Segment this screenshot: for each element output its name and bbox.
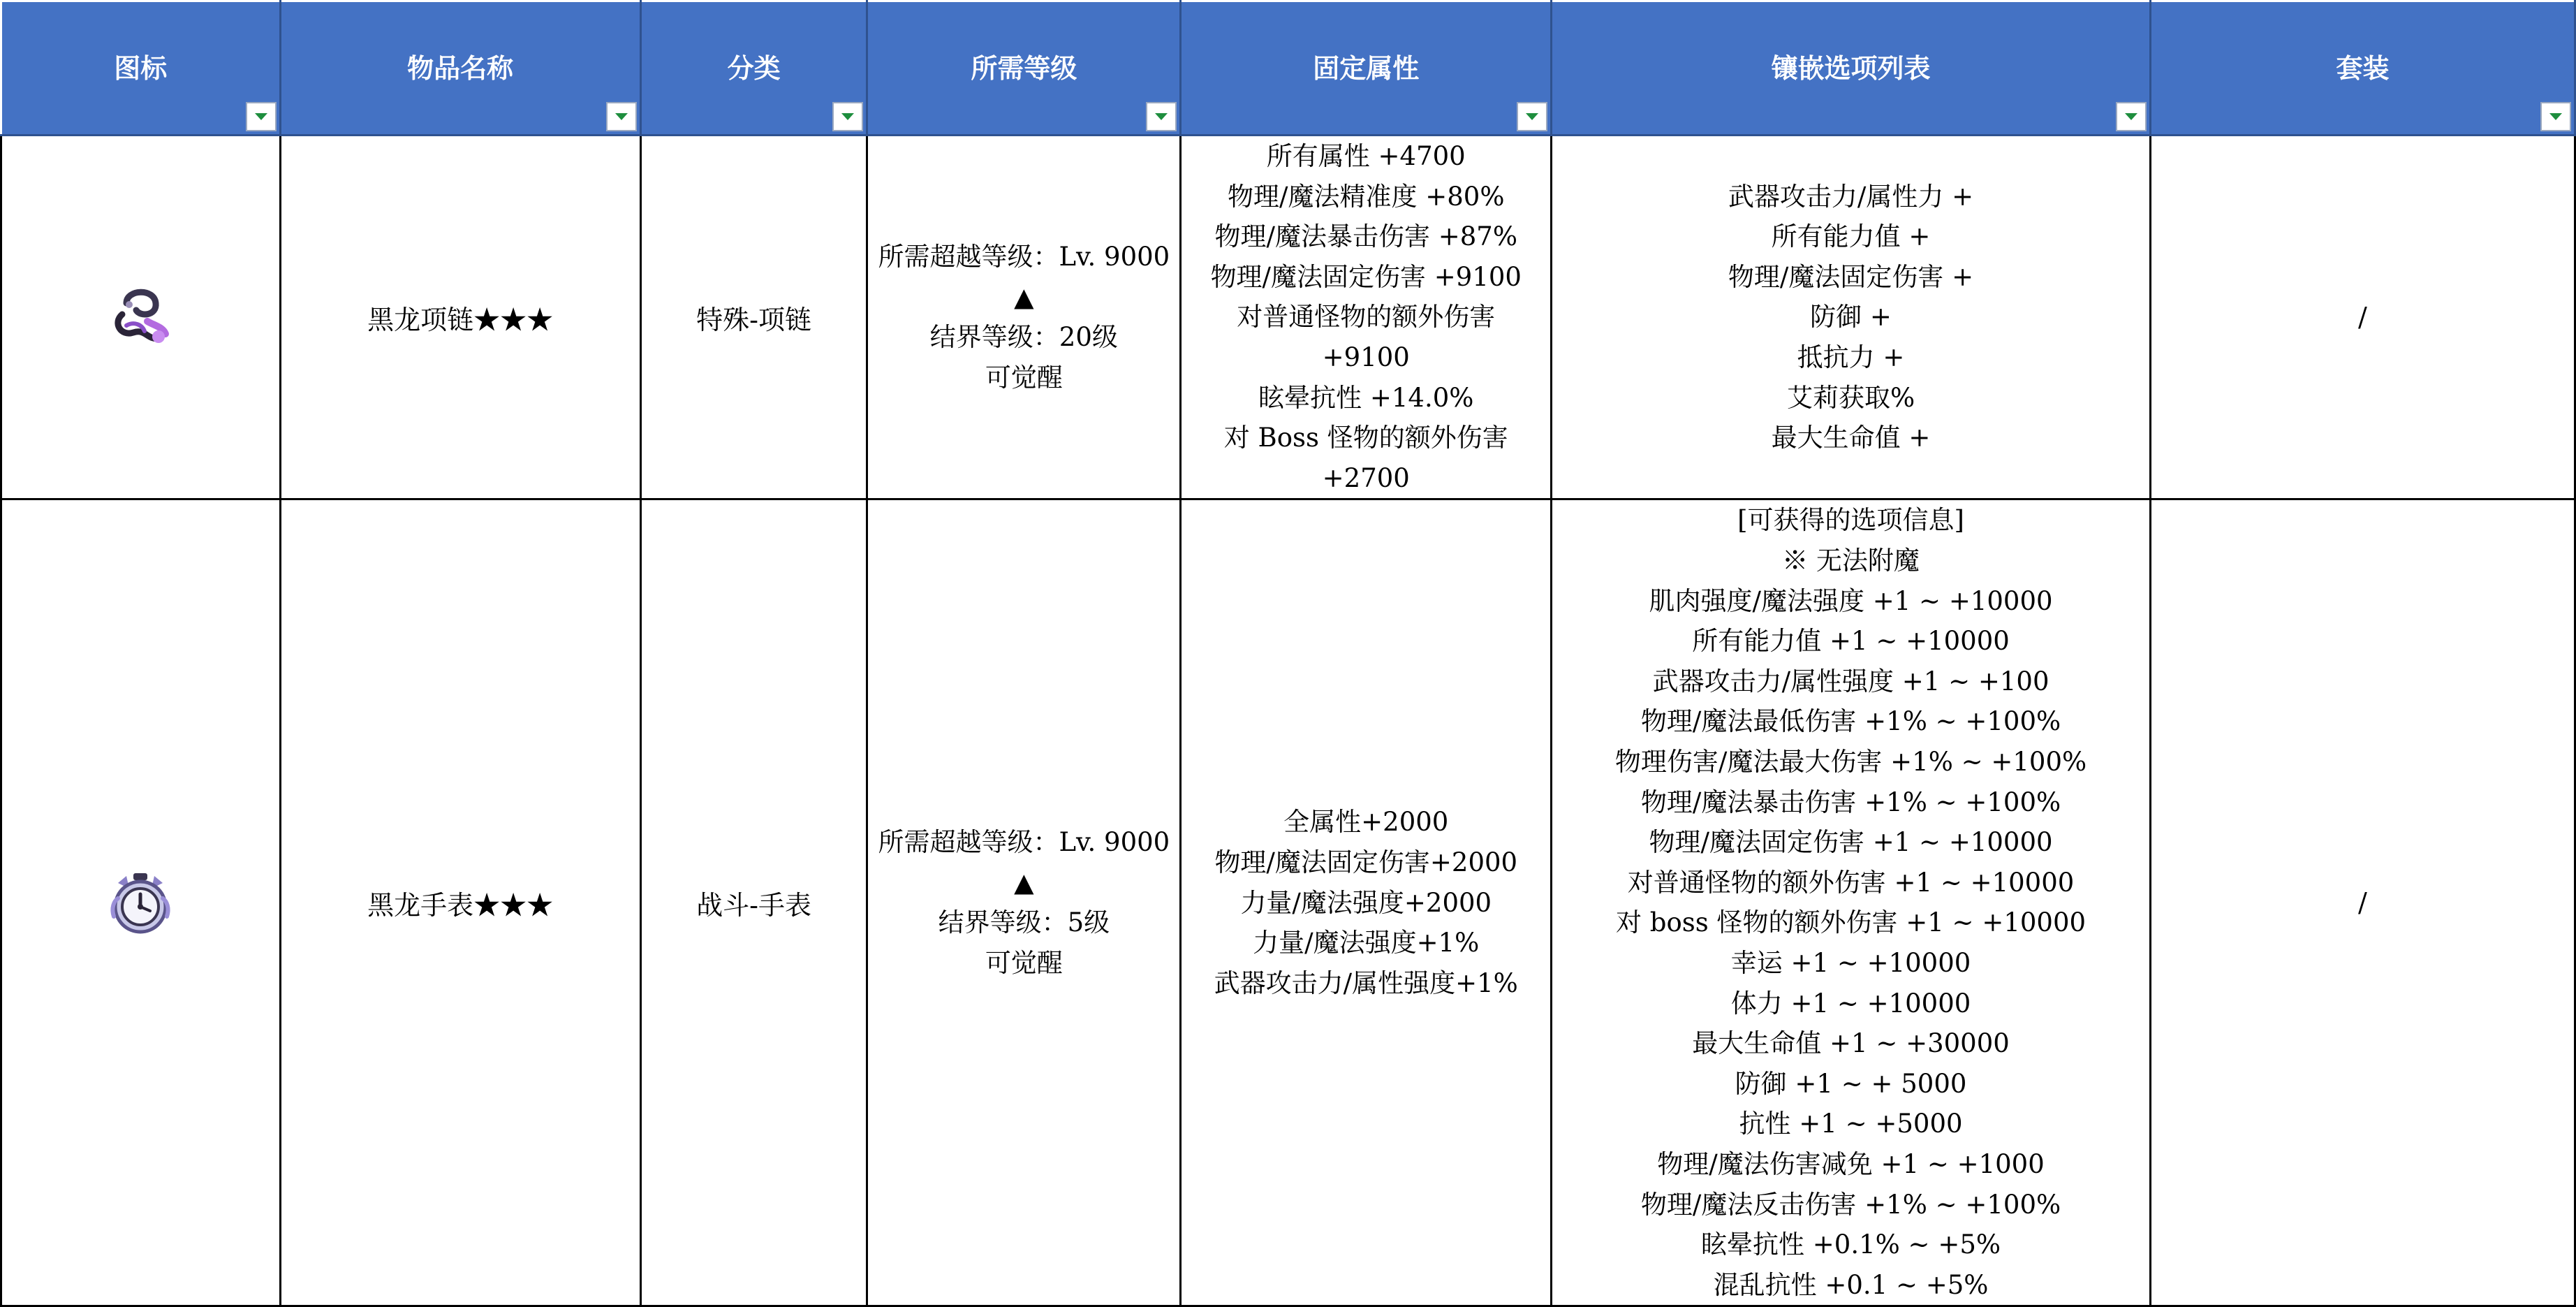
dropdown-arrow-icon [614, 112, 629, 122]
item-name-cell: 黑龙项链★★★ [280, 136, 640, 499]
header-icon-column [1, 1, 281, 136]
filter-dropdown-button[interactable] [832, 102, 863, 131]
dropdown-arrow-icon [2548, 112, 2563, 122]
option-line: 幸运 +1 ~ +10000 [1730, 947, 1971, 978]
attribute-line: 眩晕抗性 +14.0% [1258, 382, 1474, 413]
level-line: 可觉醒 [985, 947, 1063, 978]
option-line: 所有能力值 +1 ~ +10000 [1692, 626, 2010, 657]
dropdown-arrow-icon [1154, 112, 1169, 122]
option-line: 艾莉获取% [1786, 382, 1915, 413]
option-line: ※ 无法附魔 [1782, 546, 1920, 576]
option-line: 物理伤害/魔法最大伤害 +1% ~ +100% [1614, 746, 2087, 777]
attribute-line: 所有属性 +4700 [1266, 141, 1466, 171]
option-line: 体力 +1 ~ +10000 [1730, 988, 1971, 1018]
option-line: 对 boss 怪物的额外伤害 +1 ~ +10000 [1616, 907, 2086, 938]
option-line: 抵抗力 + [1797, 342, 1905, 372]
icon-cell [1, 499, 281, 1306]
fixed-attributes-cell [1181, 136, 1552, 499]
option-line: 物理/魔法伤害减免 +1 ~ +1000 [1657, 1148, 2045, 1179]
header-set-column [2150, 1, 2575, 136]
black-dragon-necklace-icon [105, 282, 175, 352]
attribute-line: 力量/魔法强度+2000 [1240, 887, 1492, 918]
option-line: [可获得的选项信息] [1737, 505, 1964, 536]
level-line: 结界等级：20级 [929, 322, 1118, 353]
option-line: 眩晕抗性 +0.1% ~ +5% [1701, 1229, 2001, 1260]
dropdown-arrow-icon [840, 112, 855, 122]
header-inlay-options-column [1552, 1, 2151, 136]
option-line: 物理/魔法固定伤害 +1 ~ +10000 [1649, 827, 2053, 858]
header-label: 分类 [727, 53, 781, 84]
item-name-cell: 黑龙手表★★★ [280, 499, 640, 1306]
inlay-options-cell [1552, 499, 2151, 1306]
header-label: 图标 [114, 53, 168, 84]
level-line: 所需超越等级：Lv. 9000 [878, 827, 1170, 858]
table-row [1, 499, 2575, 1306]
table-row [1, 136, 2575, 499]
header-label: 套装 [2336, 53, 2390, 84]
attribute-line: 武器攻击力/属性强度+1% [1214, 968, 1518, 998]
option-line: 武器攻击力/属性强度 +1 ~ +100 [1652, 666, 2049, 696]
fixed-attributes-cell [1181, 499, 1552, 1306]
header-name-column [280, 1, 640, 136]
attribute-line: 物理/魔法固定伤害 +9100 [1210, 261, 1522, 292]
option-line: 物理/魔法最低伤害 +1% ~ +100% [1640, 706, 2061, 737]
level-cell [867, 136, 1181, 499]
dropdown-arrow-icon [2124, 112, 2139, 122]
header-level-column [867, 1, 1181, 136]
dropdown-arrow-icon [253, 112, 269, 122]
option-line: 防御 + [1810, 302, 1892, 333]
option-line: 最大生命值 +1 ~ +30000 [1692, 1028, 2010, 1059]
set-cell: / [2150, 136, 2575, 499]
triangle-up-icon: ▲ [1014, 867, 1034, 898]
option-line: 物理/魔法固定伤害 + [1728, 261, 1974, 292]
filter-dropdown-button[interactable] [606, 102, 637, 131]
header-label: 镶嵌选项列表 [1771, 53, 1931, 84]
category-cell: 特殊-项链 [640, 136, 867, 499]
filter-dropdown-button[interactable] [1146, 102, 1177, 131]
set-cell: / [2150, 499, 2575, 1306]
level-line: 可觉醒 [985, 362, 1063, 393]
option-line: 防御 +1 ~ + 5000 [1735, 1068, 1967, 1099]
option-line: 抗性 +1 ~ +5000 [1739, 1109, 1963, 1139]
option-line: 武器攻击力/属性力 + [1728, 181, 1974, 212]
filter-dropdown-button[interactable] [2116, 102, 2147, 131]
option-line: 最大生命值 + [1771, 423, 1931, 453]
attribute-line: +9100 [1322, 342, 1410, 372]
header-row [1, 1, 2575, 136]
option-line: 肌肉强度/魔法强度 +1 ~ +10000 [1649, 585, 2053, 616]
attribute-line: 对 Boss 怪物的额外伤害 [1223, 423, 1508, 453]
attribute-line: 物理/魔法暴击伤害 +87% [1214, 221, 1517, 252]
icon-cell [1, 136, 281, 499]
option-line: 物理/魔法反击伤害 +1% ~ +100% [1640, 1189, 2061, 1220]
attribute-line: 物理/魔法固定伤害+2000 [1214, 847, 1518, 877]
attribute-line: 物理/魔法精准度 +80% [1228, 181, 1505, 212]
header-label: 所需等级 [971, 53, 1077, 84]
header-category-column [640, 1, 867, 136]
option-line: 物理/魔法暴击伤害 +1% ~ +100% [1640, 787, 2061, 817]
level-line: 结界等级：5级 [938, 907, 1110, 938]
header-label: 固定属性 [1313, 53, 1420, 84]
filter-dropdown-button[interactable] [246, 102, 277, 131]
option-line: 对普通怪物的额外伤害 +1 ~ +10000 [1627, 867, 2075, 898]
dropdown-arrow-icon [1524, 112, 1540, 122]
filter-dropdown-button[interactable] [2540, 102, 2571, 131]
filter-dropdown-button[interactable] [1517, 102, 1547, 131]
category-cell: 战斗-手表 [640, 499, 867, 1306]
inlay-options-cell [1552, 136, 2151, 499]
attribute-line: 全属性+2000 [1283, 807, 1449, 838]
attribute-line: 对普通怪物的额外伤害 [1237, 302, 1496, 333]
option-line: 混乱抗性 +0.1 ~ +5% [1713, 1269, 1989, 1300]
black-dragon-watch-icon [105, 868, 175, 937]
level-cell [867, 499, 1181, 1306]
header-fixed-attributes-column [1181, 1, 1552, 136]
level-line: 所需超越等级：Lv. 9000 [878, 241, 1170, 272]
attribute-line: +2700 [1322, 462, 1410, 493]
triangle-up-icon: ▲ [1014, 282, 1034, 312]
attribute-line: 力量/魔法强度+1% [1253, 928, 1480, 958]
option-line: 所有能力值 + [1771, 221, 1931, 252]
header-label: 物品名称 [407, 53, 514, 84]
